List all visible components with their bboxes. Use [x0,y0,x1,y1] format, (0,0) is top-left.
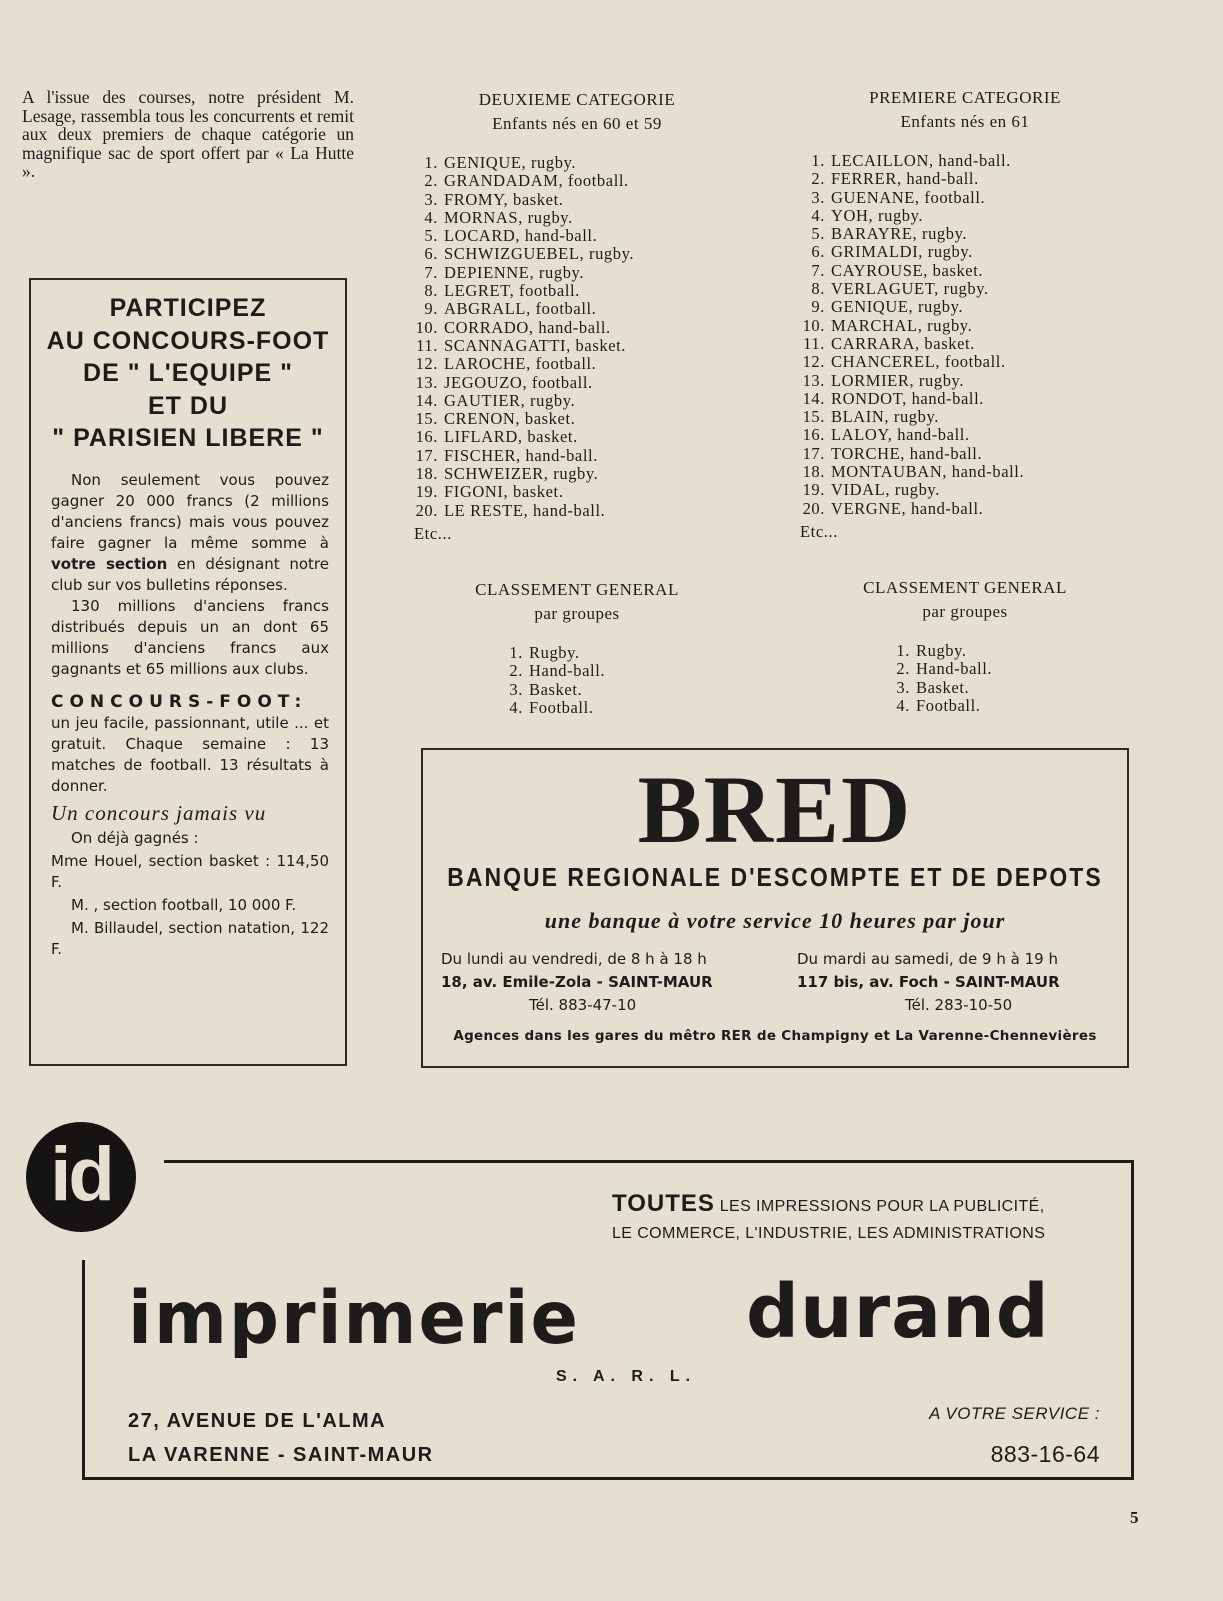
list-item [880,679,992,697]
item-text: SCHWIZGUEBEL, rugby. [444,244,635,264]
item-text: MARCHAL, rugby. [831,315,973,335]
list-item [795,189,1024,207]
concours-title-line: AU CONCOURS-FOOT [46,326,330,355]
item-text: LORMIER, rugby. [831,370,965,390]
list-item [795,481,1024,499]
list-item [795,445,1024,463]
winners-intro: On déjà gagnés : [71,829,199,847]
bred-full-name: BANQUE REGIONALE D'ESCOMPTE ET DE DEPOTS [447,862,1103,892]
item-number: 14. [802,388,825,408]
list-item [795,243,1024,261]
address-line: LA VARENNE - SAINT-MAUR [128,1444,434,1466]
item-number: 19. [415,482,438,502]
item-text: FISCHER, hand-ball. [444,445,598,465]
item-number: 2. [896,659,910,679]
item-text: RONDOT, hand-ball. [831,388,985,408]
bred-agencies: Agences dans les gares du mêtro RER de Champigny et La Varenne-Chennevières [453,1028,1097,1044]
item-text: GAUTIER, rugby. [444,390,576,410]
item-text: VERGNE, hand-ball. [831,498,984,518]
list-item [795,463,1024,481]
item-text: VERLAGUET, rugby. [831,279,989,299]
item-text: LAROCHE, football. [444,354,597,374]
services-line [612,1190,1102,1220]
intro-paragraph: A l'issue des courses, notre président M. Lesage, rassembla tous les concurrents et remit aux deux premiers de chaque catégorie un magnifique sac de sport offert par « La Hutte ». [22,87,354,181]
item-text: GENIQUE, rugby. [831,297,964,317]
bred-logo: BRED [637,756,913,863]
winners-list [51,851,329,960]
item-number: 7. [424,262,438,282]
item-text: ABGRALL, football. [444,299,597,319]
item-number: 9. [811,297,825,317]
item-number: 13. [802,370,825,390]
list-item [408,337,634,355]
item-number: 17. [415,445,438,465]
list-item [408,355,634,373]
item-text: YOH, rugby. [831,205,924,225]
list-item [408,465,634,483]
list-item [408,172,634,190]
list-item [795,280,1024,298]
item-text: BLAIN, rugby. [831,407,940,427]
general-title: CLASSEMENT GENERAL [863,578,1067,597]
concours-paragraph [51,470,329,596]
item-text: Football. [529,697,594,717]
item-number: 12. [415,354,438,374]
item-text: LIFLARD, basket. [444,427,578,447]
list-item [795,390,1024,408]
winner-entry: Mme Houel, section basket : 114,50 F. [51,852,329,891]
item-text: CRENON, basket. [444,409,576,429]
concours-title-line: ET DU [148,391,228,420]
classement-general-deuxieme [418,578,736,626]
page-number: 5 [1130,1508,1139,1527]
item-number: 7. [811,260,825,280]
item-number: 3. [424,189,438,209]
branch-address: 117 bis, av. Foch - SAINT-MAUR [797,973,1060,991]
groups-list-premiere [880,642,992,715]
item-number: 1. [424,153,438,172]
item-text: CORRADO, hand-ball. [444,317,611,337]
bred-slogan: une banque à votre service 10 heures par jour [544,908,1006,933]
id-logo-text: id [50,1132,112,1217]
list-item [493,699,605,717]
item-number: 20. [802,498,825,518]
item-number: 12. [802,352,825,372]
item-text: GRANDADAM, football. [444,171,629,191]
concours-foot-box [29,278,347,1066]
concours-title-line: PARTICIPEZ [109,294,267,322]
item-text: SCHWEIZER, rugby. [444,464,599,484]
ad-frame-top-rule [164,1160,1134,1163]
item-text: VIDAL, rugby. [831,480,940,500]
item-number: 8. [811,279,825,299]
concours-tagline: Un concours jamais vu [51,801,267,825]
list-item [493,644,605,662]
deuxieme-categorie [418,88,736,136]
list-item [408,447,634,465]
item-text: SCANNAGATTI, basket. [444,335,627,355]
item-text: FIGONI, basket. [444,482,564,502]
list-item [408,319,634,337]
item-text: MONTAUBAN, hand-ball. [831,462,1025,482]
category-subtitle: Enfants nés en 60 et 59 [492,114,662,133]
list-item [408,245,634,263]
services-emphasis: TOUTES [612,1190,715,1217]
text: en désignant notre club sur vos bulletins réponses. [51,555,329,594]
concours-title-line: " PARISIEN LIBERE " [52,424,324,452]
category-subtitle: Enfants nés en 61 [900,112,1030,131]
item-text: LECAILLON, hand-ball. [831,151,1011,170]
item-number: 2. [424,171,438,191]
item-text: CARRARA, basket. [831,333,975,353]
etc-text: Etc... [800,522,838,541]
list-item [795,170,1024,188]
list-item [408,483,634,501]
list-item [408,392,634,410]
item-number: 3. [509,679,523,699]
list-item [795,372,1024,390]
list-item [408,428,634,446]
list-item [408,502,634,520]
premiere-categorie [806,86,1124,134]
item-number: 16. [415,427,438,447]
imprimerie-services [612,1190,1102,1247]
imprimerie-address [128,1404,434,1472]
item-number: 19. [802,480,825,500]
imprimerie-name: imprimerie [128,1274,580,1362]
ad-frame-right-rule [1131,1160,1134,1262]
text: Non seulement vous pouvez gagner 20 000 francs (2 millions d'anciens francs) mais vous pouvez faire gagner la même somme à [51,471,329,552]
list-item [795,317,1024,335]
item-number: 4. [811,205,825,225]
service-label: A VOTRE SERVICE : [929,1404,1100,1423]
category-title: DEUXIEME CATEGORIE [478,90,676,109]
branch-address: 18, av. Emile-Zola - SAINT-MAUR [441,973,713,991]
item-number: 1. [896,641,910,660]
list-item [880,697,992,715]
item-text: Hand-ball. [916,659,993,679]
item-number: 14. [415,390,438,410]
item-number: 4. [896,695,910,715]
item-text: Rugby. [529,643,580,662]
list-item [795,207,1024,225]
concours-paragraph: 130 millions d'anciens francs distribués depuis un an dont 65 millions d'anciens francs aux gagnants et 65 millions aux clubs. [51,597,329,678]
general-title: CLASSEMENT GENERAL [475,580,679,599]
classement-general-premiere [806,576,1124,624]
list-item [408,209,634,227]
item-number: 18. [802,462,825,482]
address-line: 27, AVENUE DE L'ALMA [128,1410,387,1432]
list-item [493,662,605,680]
company-type: S. A. R. L. [556,1368,697,1385]
concours-title-line: DE " L'EQUIPE " [83,359,293,387]
list-item [795,298,1024,316]
item-text: Basket. [529,679,583,699]
list-item [795,152,1024,170]
list-item [795,225,1024,243]
bred-branch-left [441,948,713,1017]
item-number: 20. [415,500,438,520]
general-subtitle: par groupes [922,602,1008,621]
list-item [795,426,1024,444]
item-number: 11. [416,335,438,355]
item-number: 13. [415,372,438,392]
item-number: 3. [896,677,910,697]
list-item [880,660,992,678]
item-number: 15. [415,409,438,429]
item-number: 1. [811,151,825,170]
item-text: MORNAS, rugby. [444,207,573,227]
category-title: PREMIERE CATEGORIE [869,88,1061,107]
item-text: Football. [916,695,981,715]
item-number: 3. [811,187,825,207]
item-number: 18. [415,464,438,484]
list-item [408,154,634,172]
item-text: DEPIENNE, rugby. [444,262,585,282]
list-item [795,500,1024,518]
item-text: JEGOUZO, football. [444,372,593,392]
list-item [795,262,1024,280]
item-text: LEGRET, football. [444,281,580,301]
item-text: GENIQUE, rugby. [444,153,577,172]
branch-phone: Tél. 883-47-10 [529,996,637,1014]
list-item [408,300,634,318]
ranking-list-deuxieme [408,154,634,520]
list-item [795,335,1024,353]
text: LES IMPRESSIONS POUR LA PUBLICITÉ, [714,1198,1045,1215]
item-text: GRIMALDI, rugby. [831,242,973,262]
item-number: 4. [424,207,438,227]
item-number: 16. [802,425,825,445]
imprimerie-contact [880,1394,1100,1474]
item-text: CAYROUSE, basket. [831,260,984,280]
list-item [795,408,1024,426]
item-number: 2. [509,661,523,681]
item-number: 11. [803,333,825,353]
concours-body [51,470,329,962]
item-number: 9. [424,299,438,319]
list-item [408,264,634,282]
item-number: 5. [424,226,438,246]
item-text: Hand-ball. [529,661,606,681]
concours-foot-heading: CONCOURS-FOOT: [51,692,308,712]
bred-advertisement [421,748,1129,1068]
general-subtitle: par groupes [534,604,620,623]
branch-phone: Tél. 283-10-50 [905,996,1013,1014]
list-item [795,353,1024,371]
item-text: GUENANE, football. [831,187,986,207]
list-item [408,282,634,300]
winner-entry: M. Billaudel, section natation, 122 F. [51,919,329,958]
item-text: FERRER, hand-ball. [831,169,979,189]
item-number: 15. [802,407,825,427]
list-item [408,374,634,392]
item-number: 10. [415,317,438,337]
item-text: FROMY, basket. [444,189,564,209]
winner-entry: M. , section football, 10 000 F. [71,896,297,914]
durand-name: durand [746,1269,1050,1355]
item-text: Rugby. [916,641,967,660]
etc-text: Etc... [414,524,452,543]
item-text: CHANCEREL, football. [831,352,1006,372]
emphasis: votre section [51,555,168,573]
phone-number: 883-16-64 [990,1441,1100,1467]
item-number: 10. [802,315,825,335]
concours-title [31,292,345,455]
item-number: 2. [811,169,825,189]
item-number: 5. [811,224,825,244]
item-text: TORCHE, hand-ball. [831,443,983,463]
list-item [408,191,634,209]
item-number: 6. [424,244,438,264]
item-text: Basket. [916,677,970,697]
branch-hours: Du lundi au vendredi, de 8 h à 18 h [441,950,707,968]
groups-list-deuxieme [493,644,605,717]
list-item [880,642,992,660]
item-number: 17. [802,443,825,463]
branch-hours: Du mardi au samedi, de 9 h à 19 h [797,950,1058,968]
list-item [408,410,634,428]
list-item [408,227,634,245]
item-number: 4. [509,697,523,717]
item-text: LE RESTE, hand-ball. [444,500,606,520]
id-logo [26,1122,136,1232]
list-item [493,681,605,699]
concours-foot-text: un jeu facile, passionnant, utile ... et gratuit. Chaque semaine : 13 matches de football. 13 résultats à donner. [51,714,329,795]
item-number: 6. [811,242,825,262]
item-number: 8. [424,281,438,301]
ranking-list-premiere [795,152,1024,518]
item-text: LOCARD, hand-ball. [444,226,598,246]
services-line: LE COMMERCE, L'INDUSTRIE, LES ADMINISTRATIONS [612,1225,1046,1242]
item-text: LALOY, hand-ball. [831,425,970,445]
item-text: BARAYRE, rugby. [831,224,968,244]
bred-branch-right [797,948,1060,1017]
item-number: 1. [509,643,523,662]
